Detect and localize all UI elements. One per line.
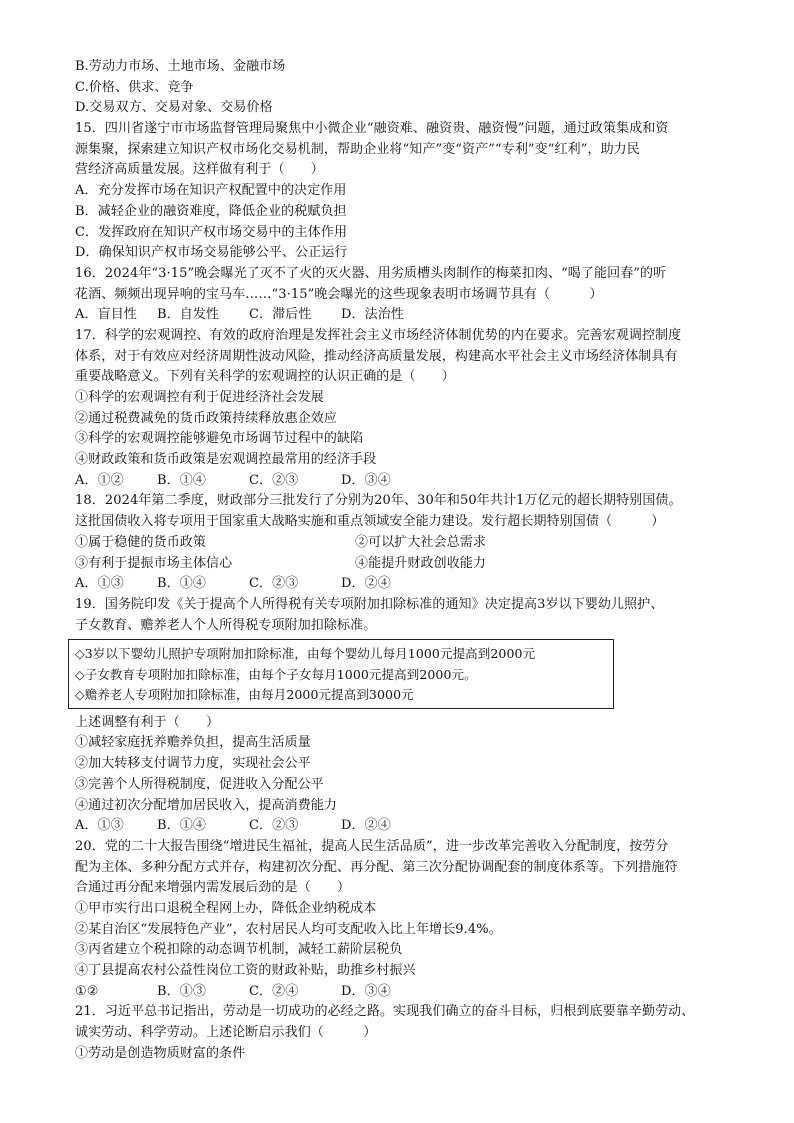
statement-item: ③有利于提振市场主体信心 xyxy=(75,555,233,571)
statement-row xyxy=(75,533,731,554)
option-c: C．②③ xyxy=(249,818,299,834)
question-stem: 这批国债收入将专项用于国家重大战略实施和重点领域安全能力建设。发行超长期特别国债（ ） xyxy=(75,514,665,530)
question-15 xyxy=(75,119,731,264)
option-d: D.交易双方、交易对象、交易价格 xyxy=(75,100,273,116)
option-d: D．确保知识产权市场交易能够公平、公正运行 xyxy=(75,245,348,261)
option-b: B．①③ xyxy=(157,983,206,999)
statement-item: ④通过初次分配增加居民收入，提高消费能力 xyxy=(75,797,338,813)
option-b: B．减轻企业的融资难度，降低企业的税赋负担 xyxy=(75,203,347,219)
option-d: D．法治性 xyxy=(341,307,404,323)
statement-item: ①减轻家庭抚养赡养负担，提高生活质量 xyxy=(75,735,311,751)
option-b: B．①④ xyxy=(157,472,206,488)
option-d: D．②④ xyxy=(341,576,391,592)
options-row xyxy=(75,816,731,837)
policy-item: ◇子女教育专项附加扣除标准，由每个子女每月1000元提高到2000元。 xyxy=(75,666,477,682)
question-20 xyxy=(75,837,731,1003)
option-a: A．盲目性 xyxy=(75,307,137,323)
question-stem: 16．2024年“3·15”晚会曝光了灭不了火的灭火器、用劣质槽头肉制作的梅菜扣肉、“喝了能回春”的听 xyxy=(75,265,667,281)
question-21 xyxy=(75,1002,731,1064)
question-16 xyxy=(75,264,731,326)
option-c: C．发挥政府在知识产权市场交易中的主体作用 xyxy=(75,224,348,240)
statement-item: ②加大转移支付调节力度，实现社会公平 xyxy=(75,756,311,772)
statement-item: ②通过税费减免的货币政策持续释放惠企效应 xyxy=(75,410,338,426)
option-c: C.价格、供求、竞争 xyxy=(75,79,194,95)
option-c: C．滞后性 xyxy=(249,307,312,323)
question-stem: 花酒、频频出现异响的宝马车……“3·15”晚会曝光的这些现象表明市场调节具有（ ） xyxy=(75,286,603,302)
option-c: C．②③ xyxy=(249,576,299,592)
exam-page xyxy=(75,57,731,1064)
statement-item: ①甲市实行出口退税全程网上办，降低企业纳税成本 xyxy=(75,900,377,916)
options-row xyxy=(75,982,731,1003)
question-stem: 21．习近平总书记指出，劳动是一切成功的必经之路。实现我们确立的奋斗目标，归根到底要靠辛勤劳动、 xyxy=(75,1004,695,1020)
statement-item: ④丁县提高农村公益性岗位工资的财政补贴，助推乡村振兴 xyxy=(75,963,416,978)
statement-item: ③科学的宏观调控能够避免市场调节过程中的缺陷 xyxy=(75,431,364,447)
policy-item: ◇赡养老人专项附加扣除标准，由每月2000元提高到3000元 xyxy=(75,687,414,703)
question-stem: 19．国务院印发《关于提高个人所得税有关专项附加扣除标准的通知》决定提高3岁以下婴幼儿照护、 xyxy=(75,596,664,612)
question-stem: 子女教育、赡养老人个人所得税专项附加扣除标准。 xyxy=(75,617,377,633)
options-row xyxy=(75,471,731,492)
option-d: D．②④ xyxy=(341,818,391,834)
statement-item: ③丙省建立个税扣除的动态调节机制，减轻工薪阶层税负 xyxy=(75,942,403,958)
option-b: B．①④ xyxy=(157,818,206,834)
question-stem: 体系，对于有效应对经济周期性波动风险，推动经济高质量发展，构建高水平社会主义市场经济体制具有 xyxy=(75,348,678,364)
statement-item: ④能提升财政创收能力 xyxy=(355,555,487,571)
option-d: D．③④ xyxy=(341,472,391,488)
option-c: C．②④ xyxy=(249,983,299,999)
option-a: ①② xyxy=(75,983,99,999)
option-a: A．充分发挥市场在知识产权配置中的决定作用 xyxy=(75,183,347,199)
question-18 xyxy=(75,491,731,594)
question-stem: 配为主体、多种分配方式并存，构建初次分配、再分配、第三次分配协调配套的制度体系等。下列措施符 xyxy=(75,859,678,875)
policy-box xyxy=(68,639,614,709)
question-prompt: 上述调整有利于（ ） xyxy=(75,714,220,730)
option-b: B.劳动力市场、土地市场、金融市场 xyxy=(75,59,286,74)
statement-item: ①科学的宏观调控有利于促进经济社会发展 xyxy=(75,390,324,405)
question-stem: 源集聚，探索建立知识产权市场化交易机制，帮助企业将“知产”变“资产”“专利”变“红利”，助力民 xyxy=(75,141,640,157)
question-19 xyxy=(75,595,731,837)
option-a: A．①③ xyxy=(75,818,124,834)
option-b: B．①④ xyxy=(157,576,206,592)
question-17 xyxy=(75,326,731,492)
question-stem: 重要战略意义。下列有关科学的宏观调控的认识正确的是（ ） xyxy=(75,369,455,385)
options-row xyxy=(75,305,731,326)
question-stem: 17．科学的宏观调控、有效的政府治理是发挥社会主义市场经济体制优势的内在要求。完善宏观调控制度 xyxy=(75,327,682,343)
statement-item: ②某自治区“发展特色产业”，农村居民人均可支配收入比上年增长9.4%。 xyxy=(75,921,502,937)
options-row xyxy=(75,574,731,595)
statement-item: ①属于稳健的货币政策 xyxy=(75,534,207,550)
question-stem: 18．2024年第二季度，财政部分三批发行了分别为20年、30年和50年共计1万亿元的超长期特别国债。 xyxy=(75,493,682,509)
question-stem: 15．四川省遂宁市市场监督管理局聚焦中小微企业“融资难、融资贵、融资慢”问题，通过政策集成和资 xyxy=(75,121,669,137)
option-b: B．自发性 xyxy=(157,307,220,323)
question-stem: 20．党的二十大报告围绕“增进民生福祉，提高人民生活品质”，进一步改革完善收入分配制度，按劳分 xyxy=(75,838,669,854)
statement-item: ②可以扩大社会总需求 xyxy=(355,534,487,550)
policy-item: ◇3岁以下婴幼儿照护专项附加扣除标准，由每个婴幼儿每月1000元提高到2000元 xyxy=(75,646,536,662)
statement-row xyxy=(75,554,731,575)
question-stem: 营经济高质量发展。这样做有利于（ ） xyxy=(75,162,324,178)
question-stem: 诚实劳动、科学劳动。上述论断启示我们（ ） xyxy=(75,1025,377,1041)
option-c: C．②③ xyxy=(249,472,299,488)
question-stem: 合通过再分配来增强内需发展后劲的是（ ） xyxy=(75,880,351,896)
option-a: A．①② xyxy=(75,472,124,488)
statement-item: ①劳动是创造物质财富的条件 xyxy=(75,1045,246,1061)
statement-item: ③完善个人所得税制度，促进收入分配公平 xyxy=(75,776,324,792)
option-a: A．①③ xyxy=(75,576,124,592)
option-d: D．③④ xyxy=(341,983,391,999)
prev-question-options xyxy=(75,57,731,119)
statement-item: ④财政政策和货币政策是宏观调控最常用的经济手段 xyxy=(75,452,377,468)
